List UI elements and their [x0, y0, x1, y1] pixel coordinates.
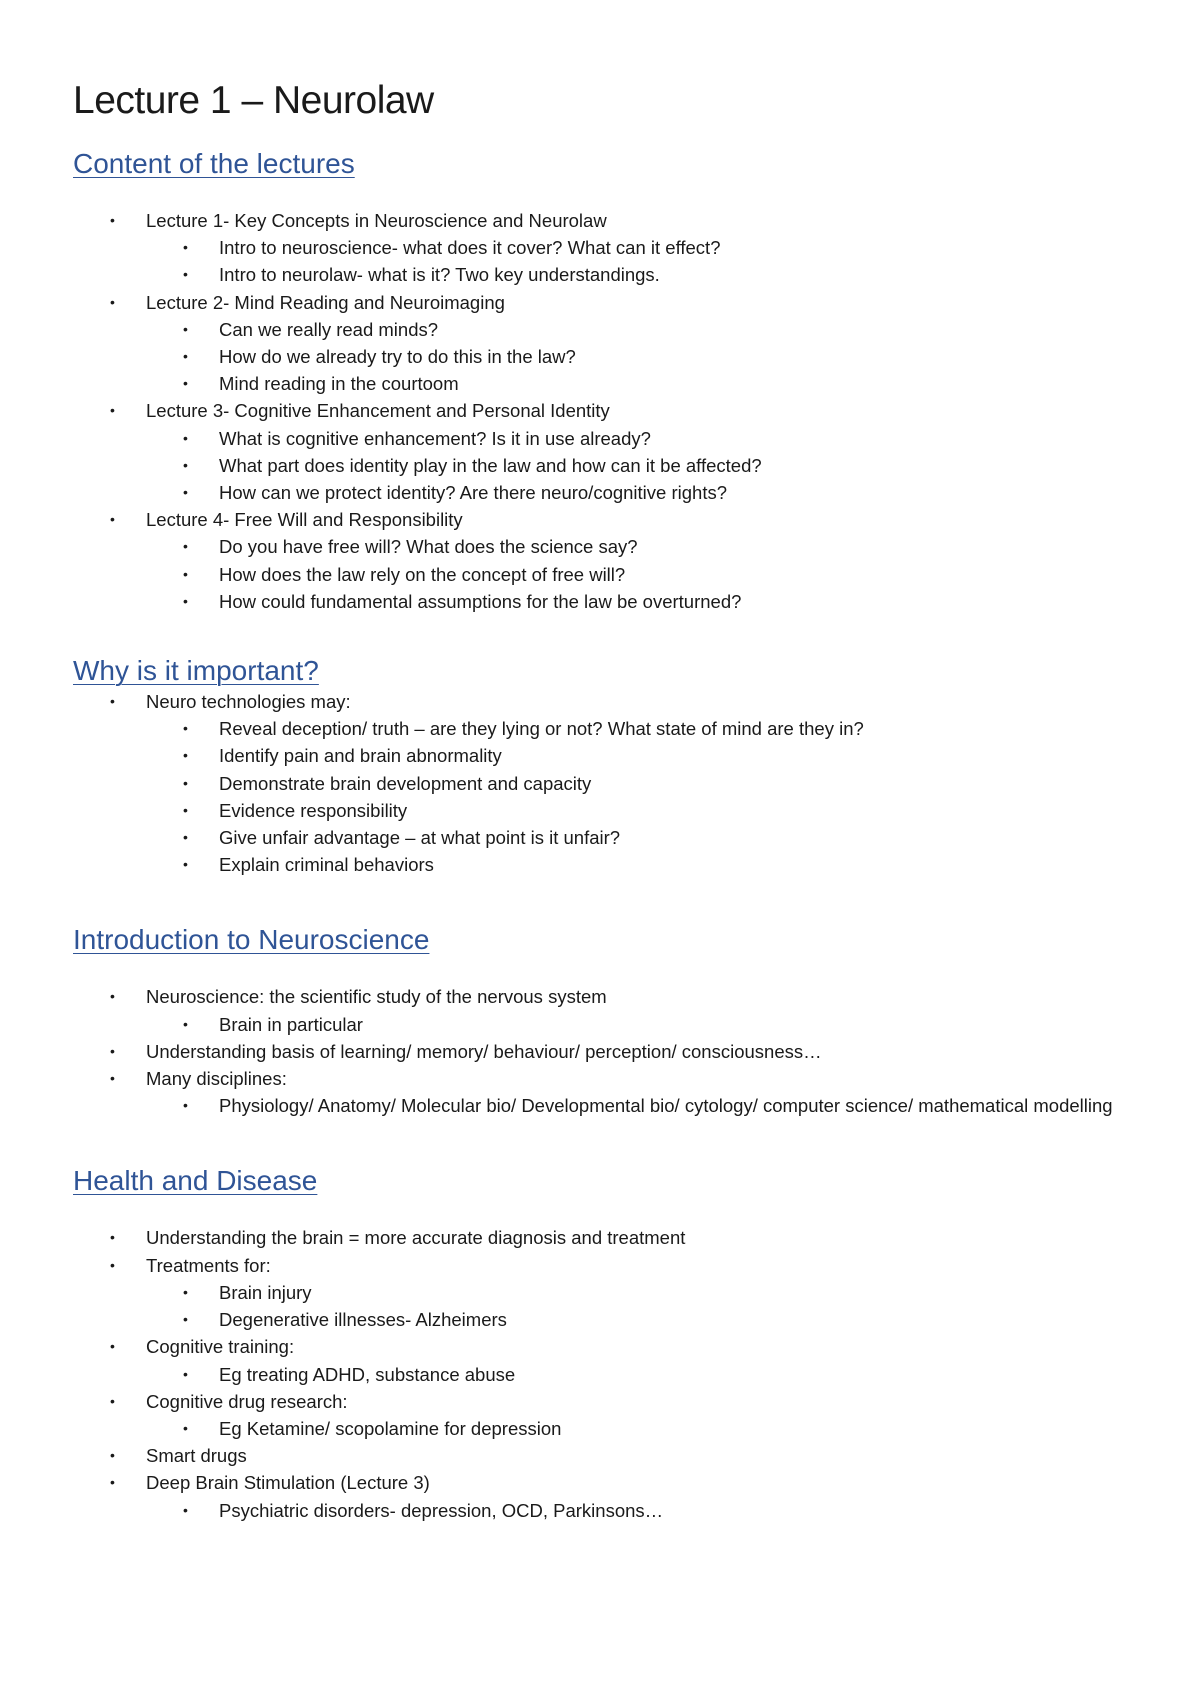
bullet-icon: • [183, 801, 188, 818]
sub-list-item [73, 1011, 1133, 1038]
sub-list-item-text: Degenerative illnesses- Alzheimers [219, 1309, 507, 1331]
bullet-icon: • [183, 1311, 188, 1328]
sub-list-item-row [73, 370, 1133, 397]
bullet-icon: • [110, 693, 115, 710]
list-item [73, 1252, 1133, 1334]
sub-list-item-row [73, 261, 1133, 288]
bullet-icon: • [110, 1229, 115, 1246]
bullet-icon: • [110, 293, 115, 310]
sub-list-item-text: What is cognitive enhancement? Is it in use already? [219, 427, 651, 449]
sub-list-item-text: Eg treating ADHD, substance abuse [219, 1363, 516, 1385]
sub-bullet-list [73, 1497, 1133, 1524]
bullet-icon: • [183, 375, 188, 392]
sub-list-item-row [73, 742, 1133, 769]
list-item-row [73, 983, 1133, 1010]
bullet-icon: • [183, 592, 188, 609]
document-title: Lecture 1 – Neurolaw [73, 79, 434, 122]
sub-bullet-list [73, 1415, 1133, 1442]
sub-list-item [73, 234, 1133, 261]
section [73, 1164, 1133, 1523]
sub-list-item [73, 561, 1133, 588]
bullet-icon: • [183, 348, 188, 365]
bullet-icon: • [183, 538, 188, 555]
sub-list-item-row [73, 479, 1133, 506]
list-item [73, 506, 1133, 615]
sub-bullet-list [73, 1279, 1133, 1333]
list-item [73, 397, 1133, 506]
bullet-icon: • [183, 429, 188, 446]
sub-list-item [73, 1279, 1133, 1306]
sub-list-item-row [73, 824, 1133, 851]
sub-list-item-text: Reveal deception/ truth – are they lying or not? What state of mind are they in? [219, 718, 864, 740]
list-item-text: Cognitive training: [146, 1336, 295, 1358]
list-item-text: Many disciplines: [146, 1068, 287, 1090]
sub-bullet-list [73, 234, 1133, 288]
sub-list-item-row [73, 715, 1133, 742]
sub-list-item-row [73, 533, 1133, 560]
sub-list-item-row [73, 452, 1133, 479]
sub-list-item-text: How does the law rely on the concept of free will? [219, 563, 626, 585]
bullet-icon: • [110, 988, 115, 1005]
sub-list-item-text: How can we protect identity? Are there neuro/cognitive rights? [219, 482, 728, 504]
sub-list-item [73, 316, 1133, 343]
bullet-list [73, 207, 1133, 615]
list-item-text: Cognitive drug research: [146, 1390, 348, 1412]
section [73, 654, 1133, 878]
sub-list-item-text: Can we really read minds? [219, 318, 439, 340]
sub-list-item [73, 1415, 1133, 1442]
list-item [73, 1442, 1133, 1469]
list-item-row [73, 1388, 1133, 1415]
list-item-text: Neuro technologies may: [146, 691, 351, 713]
list-item-row [73, 1065, 1133, 1092]
sub-list-item [73, 1497, 1133, 1524]
list-item-row [73, 688, 1133, 715]
bullet-icon: • [183, 484, 188, 501]
list-item-row [73, 397, 1133, 424]
sub-list-item-text: Explain criminal behaviors [219, 854, 434, 876]
bullet-icon: • [183, 1365, 188, 1382]
bullet-icon: • [183, 565, 188, 582]
bullet-icon: • [110, 511, 115, 528]
sub-list-item-row [73, 234, 1133, 261]
sub-bullet-list [73, 425, 1133, 507]
list-item [73, 983, 1133, 1037]
sub-list-item [73, 797, 1133, 824]
sub-bullet-list [73, 715, 1133, 878]
sub-list-item-text: Brain in particular [219, 1013, 363, 1035]
sub-list-item [73, 770, 1133, 797]
sub-list-item [73, 1092, 1133, 1119]
sub-list-item-text: Brain injury [219, 1281, 312, 1303]
sub-list-item-row [73, 588, 1133, 615]
sub-list-item [73, 742, 1133, 769]
sub-list-item-row [73, 797, 1133, 824]
sub-list-item-text: What part does identity play in the law and how can it be affected? [219, 454, 762, 476]
sub-bullet-list [73, 1361, 1133, 1388]
sub-list-item-text: Give unfair advantage – at what point is it unfair? [219, 827, 621, 849]
list-item-row [73, 1469, 1133, 1496]
sub-bullet-list [73, 1092, 1133, 1119]
document-page [73, 78, 1133, 1524]
sub-list-item [73, 824, 1133, 851]
sub-list-item-text: Identify pain and brain abnormality [219, 745, 502, 767]
list-item-row [73, 506, 1133, 533]
list-item [73, 1388, 1133, 1442]
list-item-text: Understanding basis of learning/ memory/ behaviour/ perception/ consciousness… [146, 1040, 822, 1062]
bullet-icon: • [110, 1474, 115, 1491]
bullet-icon: • [183, 829, 188, 846]
list-item-text: Deep Brain Stimulation (Lecture 3) [146, 1472, 430, 1494]
sub-list-item-row [73, 425, 1133, 452]
list-item-text: Lecture 1- Key Concepts in Neuroscience and Neurolaw [146, 210, 607, 231]
list-item [73, 688, 1133, 878]
bullet-icon: • [183, 1283, 188, 1300]
sub-list-item-row [73, 561, 1133, 588]
sub-list-item-row [73, 1092, 1133, 1119]
bullet-icon: • [183, 856, 188, 873]
bullet-icon: • [183, 1419, 188, 1436]
bullet-icon: • [183, 266, 188, 283]
bullet-icon: • [183, 720, 188, 737]
sub-list-item-text: Do you have free will? What does the science say? [219, 536, 638, 558]
list-item [73, 1469, 1133, 1523]
sub-list-item [73, 1306, 1133, 1333]
list-item-text: Lecture 4- Free Will and Responsibility [146, 509, 463, 531]
bullet-icon: • [110, 1042, 115, 1059]
list-item-text: Understanding the brain = more accurate diagnosis and treatment [146, 1227, 686, 1249]
bullet-icon: • [183, 774, 188, 791]
sub-list-item [73, 370, 1133, 397]
bullet-icon: • [110, 212, 115, 228]
list-item [73, 289, 1133, 398]
bullet-icon: • [110, 402, 115, 419]
sub-list-item-row [73, 1279, 1133, 1306]
sub-list-item-text: Evidence responsibility [219, 799, 408, 821]
sub-list-item-row [73, 1306, 1133, 1333]
sub-list-item-row [73, 1497, 1133, 1524]
sub-list-item-row [73, 851, 1133, 878]
sub-list-item [73, 715, 1133, 742]
bullet-icon: • [183, 747, 188, 764]
list-item [73, 1038, 1133, 1065]
sub-list-item [73, 533, 1133, 560]
sub-list-item-row [73, 343, 1133, 370]
section [73, 923, 1133, 1119]
bullet-list [73, 983, 1133, 1119]
sub-list-item [73, 1361, 1133, 1388]
list-item-text: Treatments for: [146, 1254, 271, 1276]
sub-list-item [73, 343, 1133, 370]
sub-list-item-text: Demonstrate brain development and capacity [219, 772, 592, 794]
list-item [73, 1333, 1133, 1387]
section [73, 147, 1133, 615]
bullet-icon: • [110, 1447, 115, 1464]
bullet-icon: • [110, 1256, 115, 1273]
section-heading: Introduction to Neuroscience [73, 924, 430, 956]
sub-list-item [73, 452, 1133, 479]
sub-list-item-text: Psychiatric disorders- depression, OCD, Parkinsons… [219, 1499, 664, 1521]
sub-list-item-text: Mind reading in the courtoom [219, 373, 459, 395]
sub-list-item-row [73, 770, 1133, 797]
list-item-row [73, 1224, 1133, 1251]
sub-list-item-text: Intro to neurolaw- what is it? Two key understandings. [219, 264, 660, 286]
sub-list-item [73, 479, 1133, 506]
document-body [73, 147, 1133, 1524]
bullet-icon: • [110, 1070, 115, 1087]
sub-list-item-text: Intro to neuroscience- what does it cover? What can it effect? [219, 237, 721, 259]
list-item [73, 1224, 1133, 1251]
section-heading: Content of the lectures [73, 148, 355, 179]
list-item-row [73, 1038, 1133, 1065]
sub-bullet-list [73, 1011, 1133, 1038]
sub-list-item [73, 425, 1133, 452]
bullet-icon: • [183, 1015, 188, 1032]
list-item-row [73, 1252, 1133, 1279]
sub-list-item-row [73, 1011, 1133, 1038]
section-heading: Health and Disease [73, 1165, 318, 1197]
sub-list-item [73, 851, 1133, 878]
list-item-text: Lecture 3- Cognitive Enhancement and Personal Identity [146, 400, 610, 422]
sub-list-item-text: Eg Ketamine/ scopolamine for depression [219, 1417, 562, 1439]
list-item-text: Neuroscience: the scientific study of the nervous system [146, 986, 607, 1008]
sub-list-item-row [73, 1361, 1133, 1388]
list-item-row [73, 289, 1133, 316]
sub-list-item-text: Physiology/ Anatomy/ Molecular bio/ Developmental bio/ cytology/ computer science/ mathematical modelling [219, 1095, 1113, 1117]
bullet-icon: • [183, 1501, 188, 1518]
bullet-list [73, 1224, 1133, 1523]
sub-list-item-row [73, 316, 1133, 343]
list-item-row [73, 1333, 1133, 1360]
bullet-icon: • [110, 1338, 115, 1355]
list-item-text: Lecture 2- Mind Reading and Neuroimaging [146, 291, 505, 313]
bullet-icon: • [183, 239, 188, 256]
sub-bullet-list [73, 316, 1133, 398]
sub-list-item-text: How could fundamental assumptions for the law be overturned? [219, 590, 742, 612]
sub-bullet-list [73, 533, 1133, 615]
sub-list-item [73, 588, 1133, 615]
bullet-icon: • [110, 1392, 115, 1409]
list-item [73, 1065, 1133, 1119]
section-heading: Why is it important? [73, 655, 319, 687]
list-item-text: Smart drugs [146, 1445, 247, 1467]
sub-list-item-row [73, 1415, 1133, 1442]
sub-list-item-text: How do we already try to do this in the law? [219, 346, 576, 368]
bullet-icon: • [183, 320, 188, 337]
bullet-list [73, 688, 1133, 878]
list-item [73, 207, 1133, 289]
list-item-row [73, 1442, 1133, 1469]
bullet-icon: • [183, 1097, 188, 1114]
bullet-icon: • [183, 456, 188, 473]
list-item-row [73, 207, 1133, 234]
sub-list-item [73, 261, 1133, 288]
